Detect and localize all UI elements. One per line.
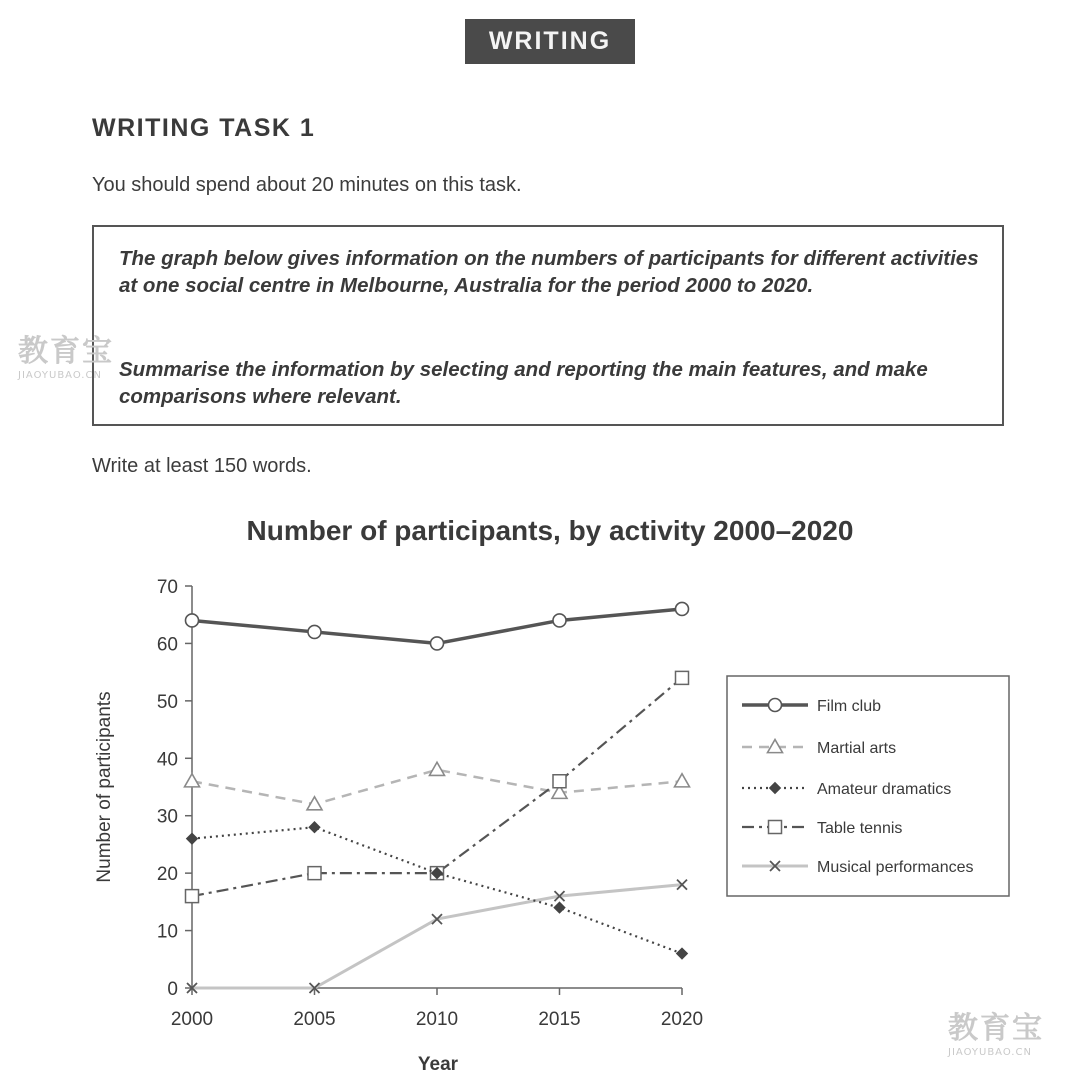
data-point-diamond — [187, 833, 198, 844]
series-line — [192, 885, 682, 988]
x-tick-label: 2015 — [538, 1009, 581, 1030]
legend-label: Amateur dramatics — [817, 781, 952, 798]
y-tick-label: 60 — [156, 634, 178, 656]
x-tick-label: 2000 — [170, 1009, 214, 1030]
data-point-circle — [186, 614, 199, 627]
data-point-square — [308, 867, 321, 880]
data-point-triangle — [185, 774, 200, 787]
y-tick-label: 10 — [156, 921, 178, 943]
data-point-circle — [676, 602, 689, 615]
watermark-cn: 教育宝 — [948, 1011, 1044, 1046]
x-tick-label: 2010 — [415, 1009, 459, 1030]
data-point-square — [769, 821, 782, 834]
prompt-description: The graph below gives information on the numbers of participants for different activities at one social centre in Melbourne, Australia for the period 2000 to 2020. — [119, 247, 979, 297]
legend — [727, 676, 1009, 896]
series-film-club — [186, 602, 689, 649]
data-point-diamond — [677, 948, 688, 959]
y-tick-label: 50 — [156, 691, 178, 713]
y-axis-label: Number of participants — [94, 691, 115, 883]
x-tick-label: 2020 — [660, 1009, 704, 1030]
chart-title: Number of participants, by activity 2000–2020 — [246, 515, 854, 546]
y-tick-label: 0 — [167, 979, 178, 1000]
data-point-triangle — [430, 762, 445, 775]
watermark-en: JIAOYUBAO.CN — [948, 1047, 1032, 1058]
legend-label: Film club — [817, 698, 882, 715]
y-tick-label: 40 — [156, 749, 178, 771]
prompt-instruction: Summarise the information by selecting and reporting the main features, and make comparisons where relevant. — [119, 358, 928, 408]
data-point-diamond — [554, 902, 565, 913]
legend-label: Martial arts — [817, 740, 897, 757]
word-count-instruction: Write at least 150 words. — [92, 455, 312, 477]
y-tick-label: 70 — [156, 577, 178, 598]
task-title: WRITING TASK 1 — [92, 114, 316, 142]
legend-label: Table tennis — [817, 820, 903, 837]
data-point-square — [676, 671, 689, 684]
data-point-circle — [553, 614, 566, 627]
data-point-circle — [308, 625, 321, 638]
data-point-circle — [769, 699, 782, 712]
data-point-diamond — [309, 822, 320, 833]
series-martial-arts — [185, 762, 690, 810]
watermark-cn: 教育宝 — [18, 334, 114, 369]
legend-label: Musical performances — [817, 859, 974, 876]
data-point-square — [186, 890, 199, 903]
section-badge: WRITING — [465, 19, 635, 64]
watermark-en: JIAOYUBAO.CN — [18, 370, 102, 381]
data-point-triangle — [675, 774, 690, 787]
data-point-circle — [431, 637, 444, 650]
y-tick-label: 20 — [156, 864, 178, 886]
data-point-square — [553, 775, 566, 788]
y-tick-label: 30 — [156, 806, 178, 828]
time-instruction: You should spend about 20 minutes on this task. — [92, 174, 522, 196]
series-layer — [185, 602, 690, 993]
series-musical-performances — [187, 880, 687, 993]
x-tick-label: 2005 — [293, 1009, 336, 1030]
x-axis-label: Year — [417, 1054, 459, 1075]
